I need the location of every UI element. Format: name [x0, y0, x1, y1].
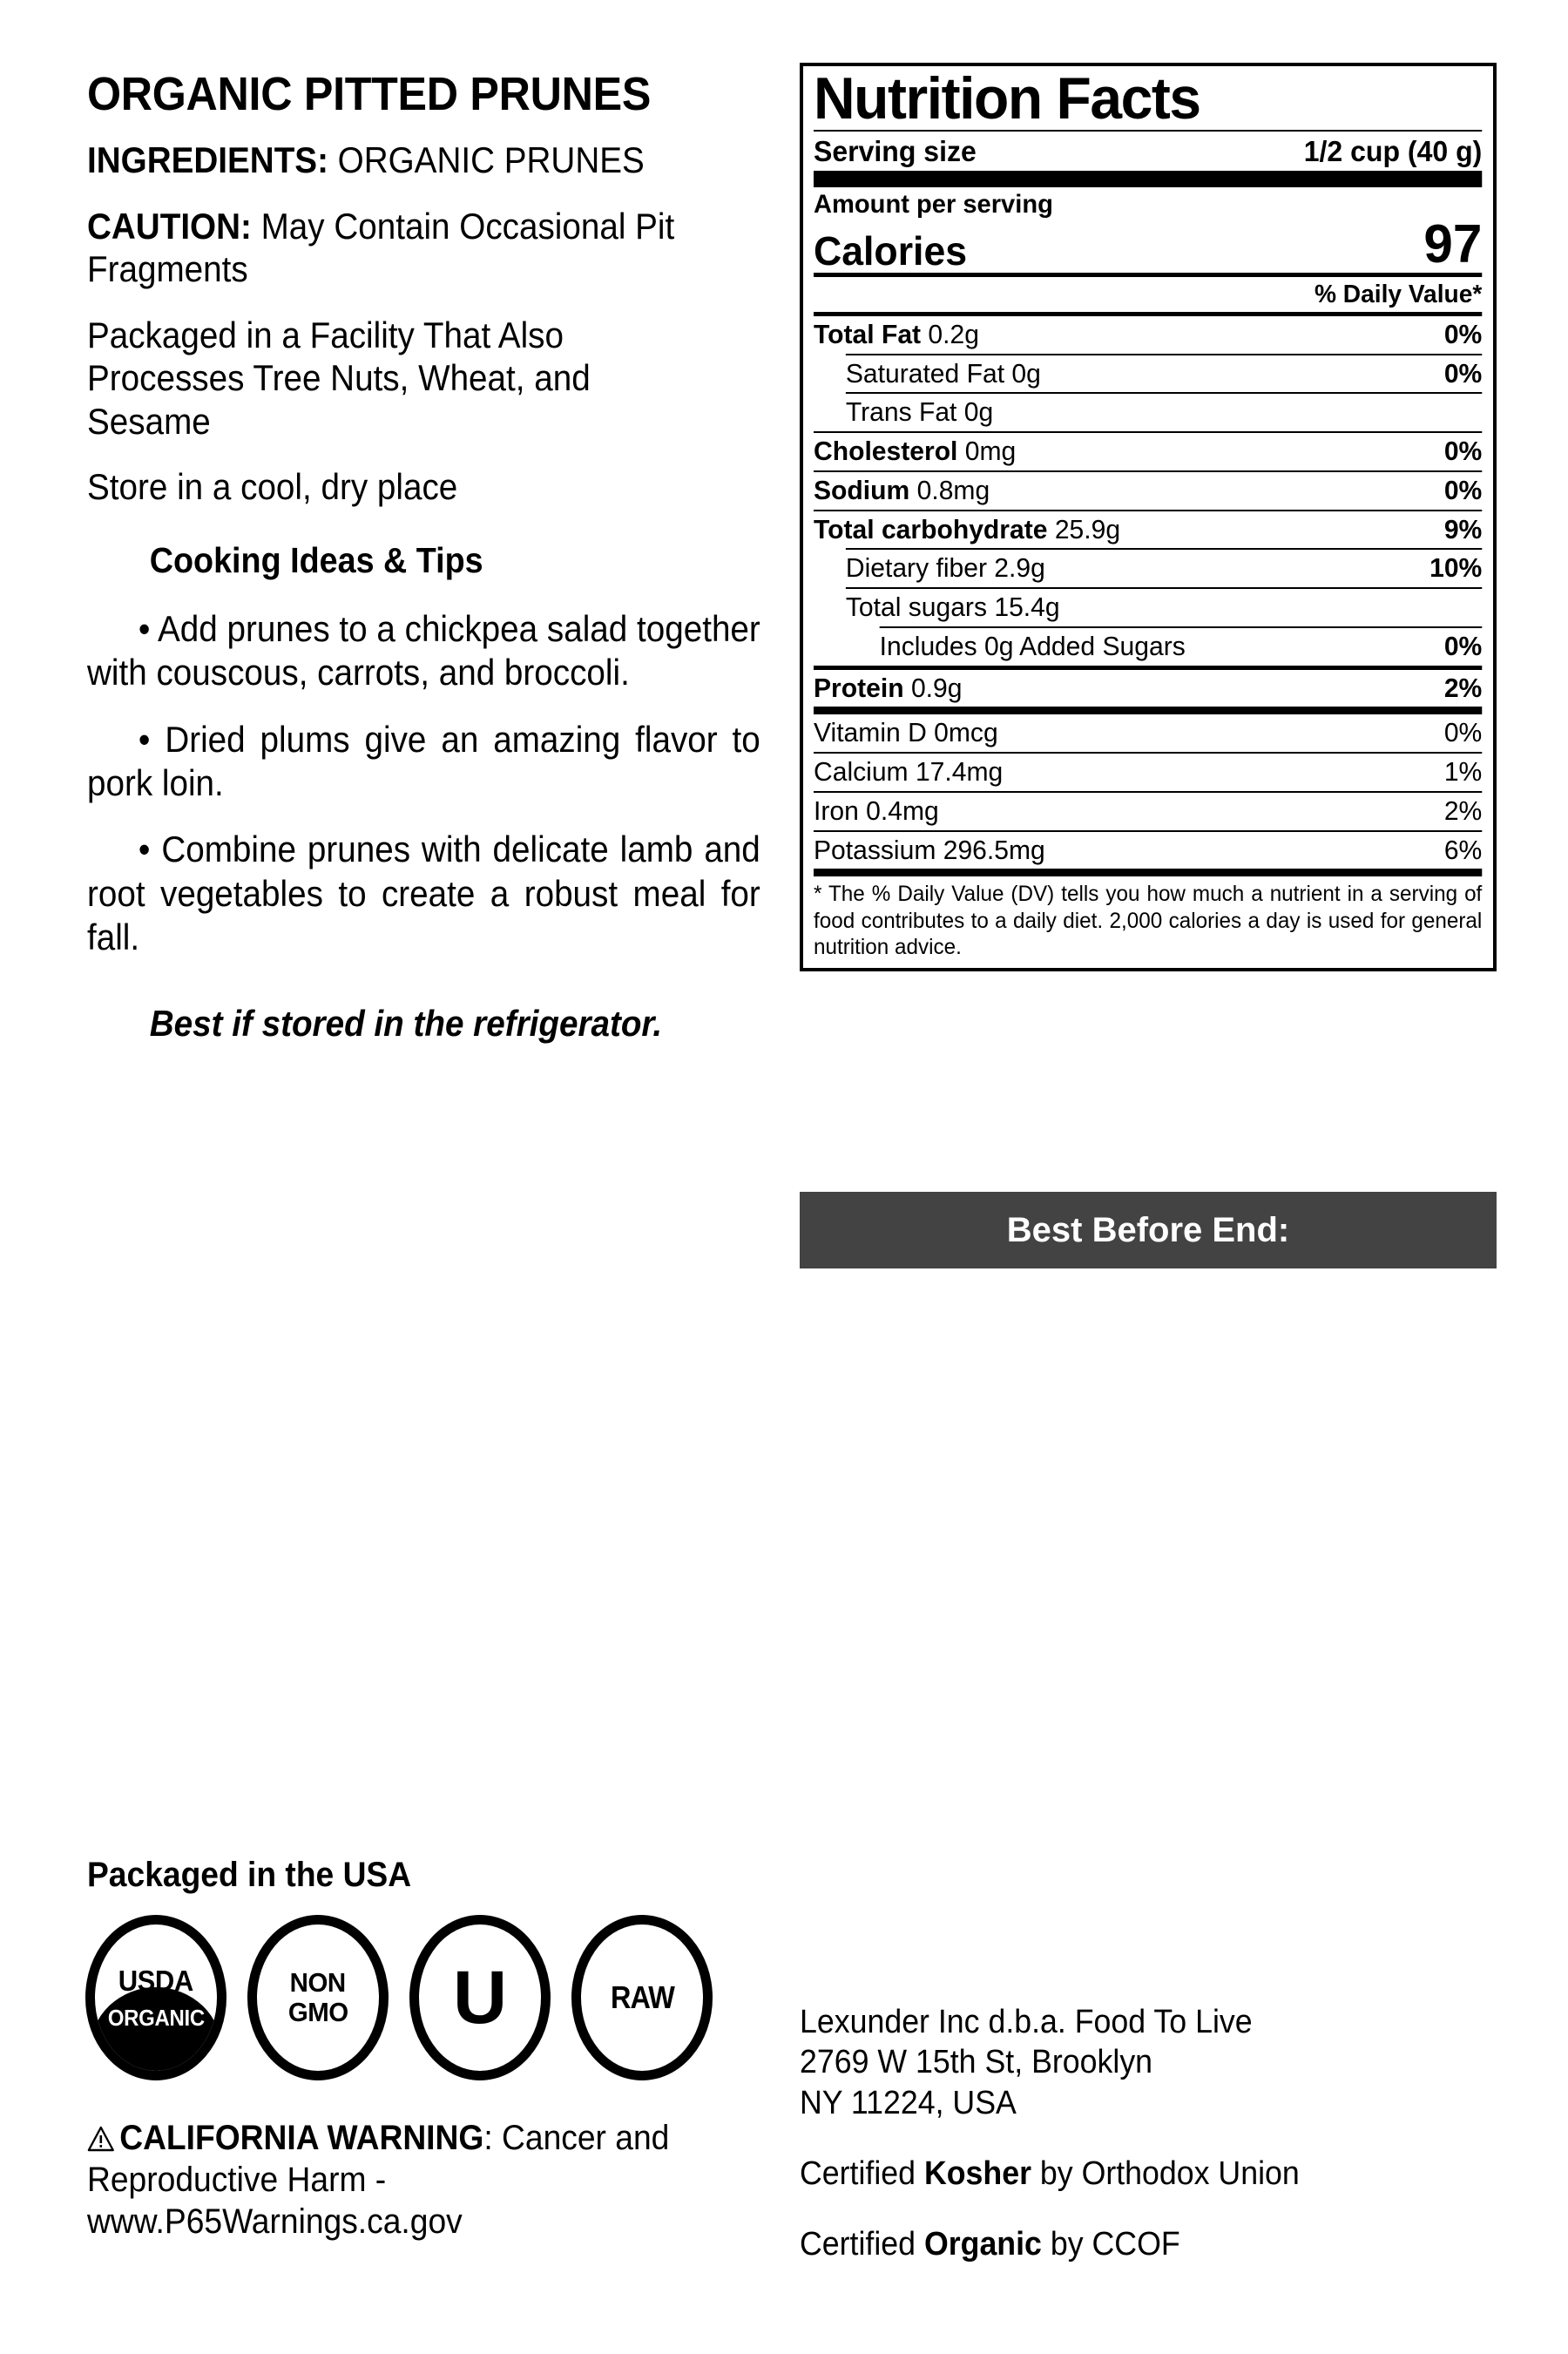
nutrient-row-dietary-fiber: [814, 550, 1482, 587]
nutrient-label: Trans Fat 0g: [845, 396, 994, 428]
caution-value: May Contain Occasional Pit Fragments: [87, 205, 675, 290]
kosher-union-seal: [409, 1915, 551, 2080]
divider-black: [814, 869, 1482, 876]
raw-seal: [571, 1915, 713, 2080]
california-prop65-warning: [87, 2117, 727, 2242]
nutrient-label: Potassium 296.5mg: [814, 834, 1045, 865]
company-city-state-zip: NY 11224, USA: [800, 2084, 1017, 2121]
facility-allergen-note: Packaged in a Facility That Also Processes Tree Nuts, Wheat, and Sesame: [87, 314, 591, 442]
ingredients-value: ORGANIC PRUNES: [328, 139, 645, 181]
kosher-union-seal-letter: U: [452, 1956, 508, 2039]
packaged-in-usa-label: Packaged in the USA: [87, 1856, 412, 1894]
company-name: Lexunder Inc d.b.a. Food To Live: [800, 2004, 1253, 2040]
nutrient-dv: 0%: [1443, 357, 1483, 389]
nutrient-dv: 6%: [1443, 834, 1483, 865]
ingredients-label: INGREDIENTS:: [87, 139, 328, 181]
nutrient-amount: 0.2g: [921, 318, 979, 349]
nutrient-label: Includes 0g Added Sugars: [879, 630, 1186, 661]
nutrition-facts-title: Nutrition Facts: [814, 70, 1482, 132]
serving-size-value: 1/2 cup (40 g): [1303, 134, 1483, 167]
nutrient-row-trans-fat: [814, 394, 1482, 431]
cooking-tip-item: • Dried plums give an amazing flavor to pork loin.: [87, 718, 760, 804]
kosher-cert-bold: Kosher: [923, 2155, 1032, 2193]
calories-value: 97: [1423, 213, 1483, 274]
kosher-certification-line: [800, 2154, 1447, 2194]
amount-per-serving-label: Amount per serving: [814, 189, 1053, 219]
calories-row: [814, 213, 1483, 274]
organic-cert-suffix: by CCOF: [1041, 2226, 1180, 2263]
non-gmo-seal-line1: NON: [289, 1966, 347, 1998]
nutrient-dv: 0%: [1443, 318, 1483, 349]
usda-seal-bottom-text: ORGANIC: [107, 2004, 205, 2031]
nutrient-row-sodium: [814, 472, 1482, 510]
nutrient-label: Saturated Fat 0g: [845, 357, 1041, 389]
organic-cert-prefix: Certified: [800, 2226, 924, 2263]
california-warning-heading: CALIFORNIA WARNING: [119, 2119, 484, 2157]
california-warning-body: Cancer and Reproductive Harm - www.P65Warnings.ca.gov: [87, 2119, 670, 2241]
nutrient-dv: 1%: [1443, 756, 1483, 788]
nutrient-dv: 0%: [1443, 630, 1483, 661]
best-before-end-bar: [800, 1192, 1497, 1268]
nutrient-row-iron: [814, 793, 1482, 830]
nutrient-dv: 2%: [1443, 672, 1483, 703]
nutrient-dv: 0%: [1443, 474, 1483, 505]
caution-paragraph: [87, 205, 708, 291]
ingredients-paragraph: [87, 139, 708, 182]
nutrition-facts-panel: [800, 63, 1497, 971]
nutrient-label: Protein: [814, 672, 904, 703]
organic-cert-bold: Organic: [923, 2226, 1042, 2263]
caution-label: CAUTION:: [87, 205, 252, 247]
daily-value-header: % Daily Value*: [1314, 280, 1483, 308]
nutrient-row-vitamin-d: [814, 714, 1482, 752]
nutrient-dv: 9%: [1443, 513, 1483, 545]
daily-value-footnote: * The % Daily Value (DV) tells you how much a nutrient in a serving of food contributes to a daily diet. 2,000 calories a day is used for general nutrition advice.: [814, 882, 1483, 960]
nutrient-label: Iron 0.4mg: [814, 795, 939, 826]
nutrient-amount: 0.8mg: [909, 474, 990, 505]
serving-size-label: Serving size: [814, 134, 977, 167]
cooking-tip-item: • Add prunes to a chickpea salad together with couscous, carrots, and broccoli.: [87, 607, 760, 693]
company-street: 2769 W 15th St, Brooklyn: [800, 2044, 1153, 2081]
organic-certification-line: [800, 2224, 1447, 2264]
usda-seal-arc-shape: [90, 1987, 222, 2080]
best-before-label: Best Before End:: [1006, 1210, 1290, 1249]
nutrient-row-saturated-fat: [814, 355, 1482, 393]
nutrient-row-total-sugars: [814, 589, 1482, 626]
storage-note: Store in a cool, dry place: [87, 466, 458, 508]
product-info-column: [87, 68, 762, 1045]
calories-label: Calories: [814, 227, 968, 274]
warning-triangle-icon: [87, 2126, 115, 2152]
certification-seals: [85, 1915, 713, 2080]
non-gmo-seal-line2: GMO: [287, 1997, 348, 2027]
nutrient-label: Total carbohydrate: [814, 513, 1048, 545]
nutrient-label: Dietary fiber 2.9g: [845, 552, 1045, 584]
company-address-block: [800, 2002, 1447, 2265]
nutrient-label: Sodium: [814, 474, 910, 505]
nutrient-label: Cholesterol: [814, 436, 958, 467]
divider-thick: [814, 171, 1482, 187]
non-gmo-seal: [247, 1915, 389, 2080]
divider-black: [814, 707, 1482, 714]
kosher-cert-prefix: Certified: [800, 2155, 924, 2193]
nutrient-label: Total sugars 15.4g: [845, 592, 1060, 623]
nutrient-row-protein: [814, 670, 1482, 707]
nutrient-dv: 0%: [1443, 436, 1483, 467]
nutrient-label: Vitamin D 0mcg: [814, 717, 998, 748]
nutrient-amount: 0mg: [957, 436, 1017, 467]
cooking-tip-item: • Combine prunes with delicate lamb and root vegetables to create a robust meal for fall.: [87, 829, 760, 958]
nutrient-amount: 0.9g: [903, 672, 963, 703]
usda-seal-top-text: USDA: [118, 1964, 194, 1997]
nutrient-dv: 2%: [1443, 795, 1483, 826]
nutrient-row-potassium: [814, 832, 1482, 869]
nutrient-amount: 25.9g: [1047, 513, 1121, 545]
nutrient-dv: 0%: [1443, 717, 1483, 748]
nutrient-row-cholesterol: [814, 433, 1482, 470]
nutrient-row-total-carbohydrate: [814, 511, 1482, 549]
page-title: ORGANIC PITTED PRUNES: [87, 68, 652, 120]
nutrient-row-total-fat: [814, 316, 1482, 354]
nutrient-label: Calcium 17.4mg: [814, 756, 1004, 788]
nutrient-label: Total Fat: [814, 318, 922, 349]
nutrient-row-calcium: [814, 754, 1482, 791]
refrigerator-note: Best if stored in the refrigerator.: [149, 1002, 663, 1044]
nutrient-dv: 10%: [1429, 552, 1483, 584]
usda-organic-seal: [85, 1915, 226, 2080]
raw-seal-text: RAW: [610, 1979, 674, 2015]
california-warning-colon: :: [483, 2119, 493, 2157]
kosher-cert-suffix: by Orthodox Union: [1031, 2155, 1300, 2193]
cooking-tips-heading: Cooking Ideas & Tips: [149, 539, 483, 580]
nutrient-row-added-sugars: [814, 628, 1482, 666]
serving-size-row: [814, 132, 1482, 171]
